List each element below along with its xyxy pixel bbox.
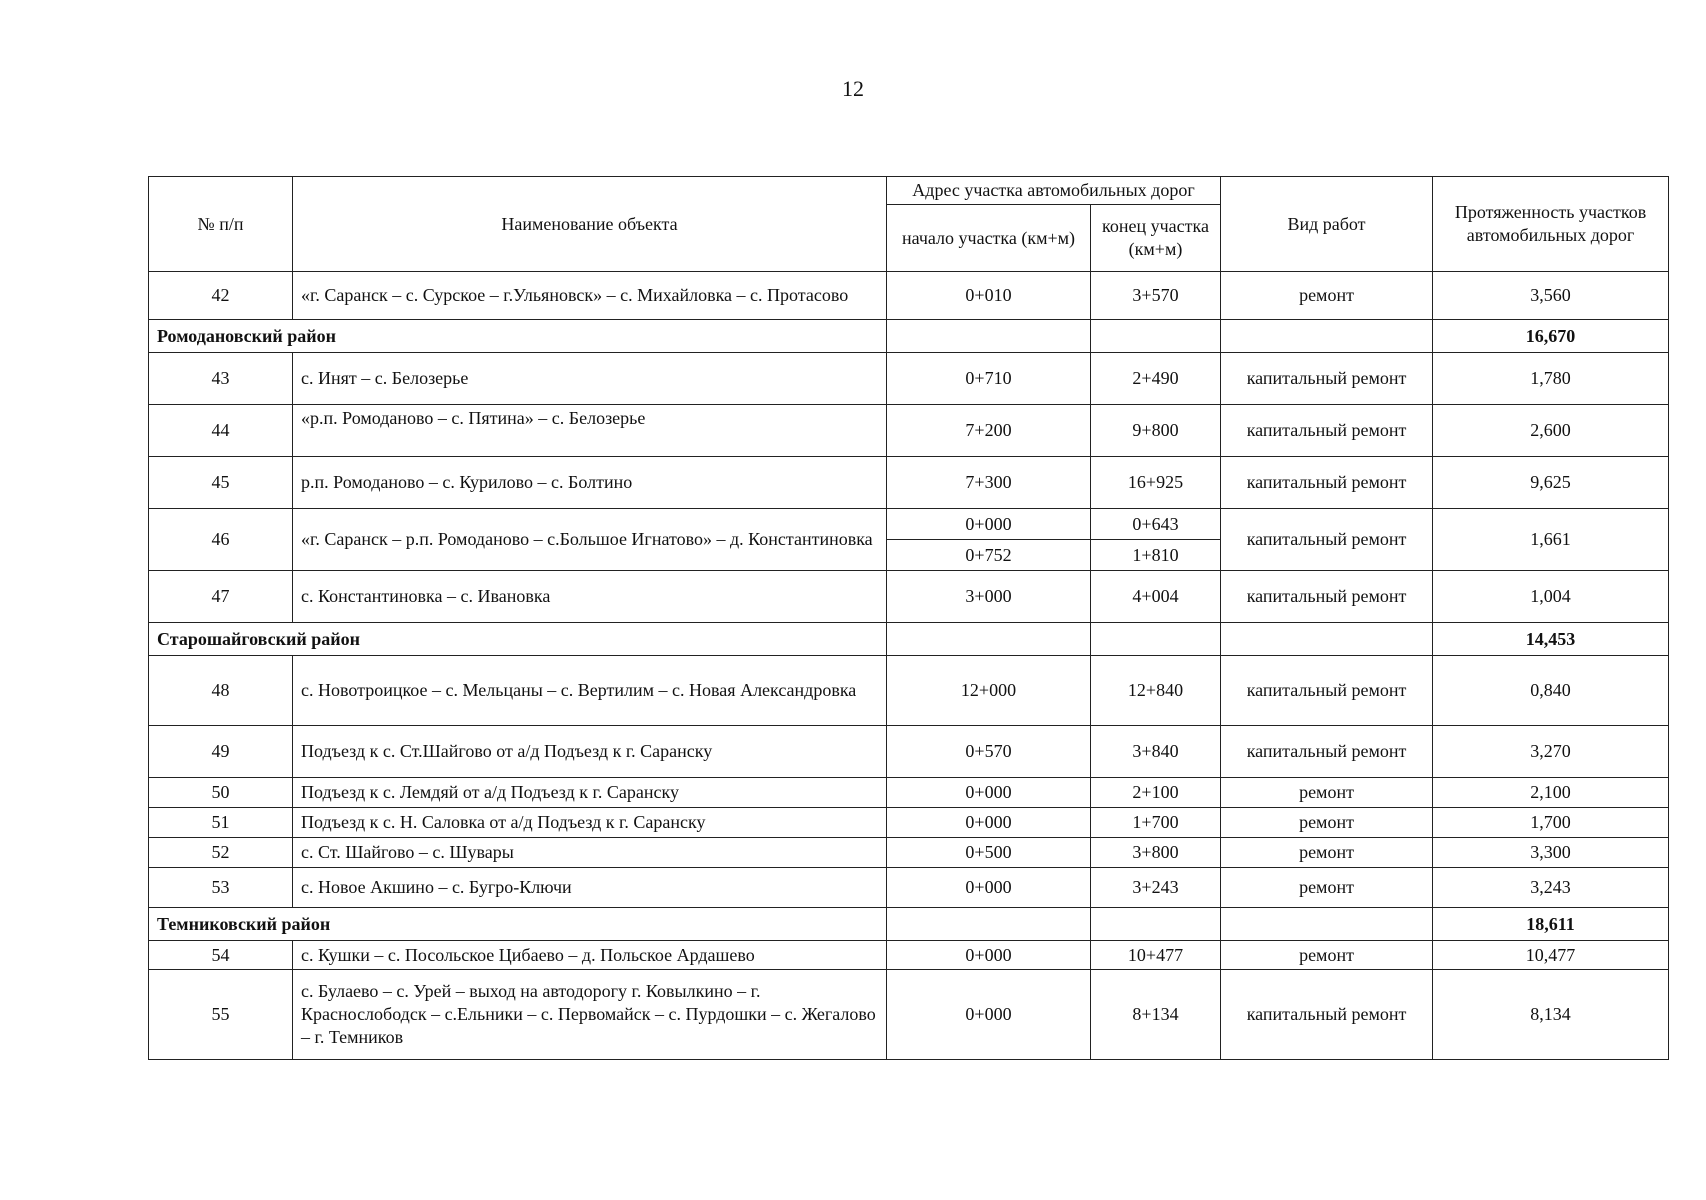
row-length: 3,270 <box>1433 726 1669 778</box>
row-work-type: капитальный ремонт <box>1221 726 1433 778</box>
row-num: 44 <box>149 405 293 457</box>
row-end: 3+800 <box>1091 838 1221 868</box>
row-end: 3+840 <box>1091 726 1221 778</box>
row-work-type: капитальный ремонт <box>1221 970 1433 1060</box>
header-end: конец участка (км+м) <box>1091 205 1221 272</box>
row-end: 16+925 <box>1091 457 1221 509</box>
row-work-type: ремонт <box>1221 868 1433 908</box>
row-start: 0+000 <box>887 941 1091 970</box>
row-end: 2+490 <box>1091 353 1221 405</box>
row-work-type: капитальный ремонт <box>1221 353 1433 405</box>
row-num: 49 <box>149 726 293 778</box>
row-start: 7+300 <box>887 457 1091 509</box>
header-start: начало участка (км+м) <box>887 205 1091 272</box>
row-start: 3+000 <box>887 571 1091 623</box>
district-row <box>149 908 1669 941</box>
row-end: 10+477 <box>1091 941 1221 970</box>
row-start: 0+710 <box>887 353 1091 405</box>
row-length: 3,300 <box>1433 838 1669 868</box>
header-length: Протяженность участков автомобильных дорог <box>1433 177 1669 272</box>
row-num: 43 <box>149 353 293 405</box>
row-name: «г. Саранск – с. Сурское – г.Ульяновск» – с. Михайловка – с. Протасово <box>293 272 887 320</box>
row-length: 1,661 <box>1433 509 1669 571</box>
row-end: 3+243 <box>1091 868 1221 908</box>
row-name: с. Инят – с. Белозерье <box>293 353 887 405</box>
row-end: 8+134 <box>1091 970 1221 1060</box>
header-num: № п/п <box>149 177 293 272</box>
district-name: Старошайговский район <box>149 623 887 656</box>
row-end: 12+840 <box>1091 656 1221 726</box>
district-total: 14,453 <box>1433 623 1669 656</box>
row-work-type: капитальный ремонт <box>1221 509 1433 571</box>
row-name: с. Константиновка – с. Ивановка <box>293 571 887 623</box>
row-name: с. Новотроицкое – с. Мельцаны – с. Вертилим – с. Новая Александровка <box>293 656 887 726</box>
table-row <box>149 941 1669 970</box>
table-row <box>149 726 1669 778</box>
row-end: 4+004 <box>1091 571 1221 623</box>
row-num: 52 <box>149 838 293 868</box>
row-work-type: капитальный ремонт <box>1221 656 1433 726</box>
row-start: 12+000 <box>887 656 1091 726</box>
row-name: с. Булаево – с. Урей – выход на автодорогу г. Ковылкино – г. Краснослободск – с.Ельники – с. Первомайск – с. Пурдошки – с. Жегалово – г. Темников <box>293 970 887 1060</box>
row-work-type: ремонт <box>1221 808 1433 838</box>
row-num: 46 <box>149 509 293 571</box>
page-number: 12 <box>842 76 864 101</box>
row-work-type: капитальный ремонт <box>1221 405 1433 457</box>
table-row <box>149 571 1669 623</box>
table-row <box>149 868 1669 908</box>
table-row <box>149 405 1669 457</box>
table-row <box>149 457 1669 509</box>
row-name: «г. Саранск – р.п. Ромоданово – с.Большое Игнатово» – д. Константиновка <box>293 509 887 571</box>
row-start: 0+000 <box>887 868 1091 908</box>
row-name: с. Кушки – с. Посольское Цибаево – д. Польское Ардашево <box>293 941 887 970</box>
row-length: 2,100 <box>1433 778 1669 808</box>
row-end: 3+570 <box>1091 272 1221 320</box>
row-length: 0,840 <box>1433 656 1669 726</box>
row-work-type: ремонт <box>1221 272 1433 320</box>
row-start: 0+000 <box>887 509 1091 540</box>
row-name: «р.п. Ромоданово – с. Пятина» – с. Белозерье <box>293 405 887 457</box>
table-row <box>149 778 1669 808</box>
row-name: Подъезд к с. Ст.Шайгово от а/д Подъезд к г. Саранску <box>293 726 887 778</box>
row-name: Подъезд к с. Лемдяй от а/д Подъезд к г. Саранску <box>293 778 887 808</box>
row-num: 54 <box>149 941 293 970</box>
header-work-type: Вид работ <box>1221 177 1433 272</box>
row-length: 10,477 <box>1433 941 1669 970</box>
district-total: 18,611 <box>1433 908 1669 941</box>
row-name: Подъезд к с. Н. Саловка от а/д Подъезд к г. Саранску <box>293 808 887 838</box>
district-name: Ромодановский район <box>149 320 887 353</box>
row-length: 3,243 <box>1433 868 1669 908</box>
header-address-group: Адрес участка автомобильных дорог <box>887 177 1221 205</box>
row-length: 2,600 <box>1433 405 1669 457</box>
header-row <box>149 177 1669 205</box>
row-start: 7+200 <box>887 405 1091 457</box>
row-end: 1+810 <box>1091 540 1221 571</box>
row-start: 0+010 <box>887 272 1091 320</box>
row-length: 1,004 <box>1433 571 1669 623</box>
row-num: 48 <box>149 656 293 726</box>
table-row <box>149 656 1669 726</box>
row-length: 1,780 <box>1433 353 1669 405</box>
row-start: 0+570 <box>887 726 1091 778</box>
row-start: 0+000 <box>887 808 1091 838</box>
district-row <box>149 320 1669 353</box>
row-name: р.п. Ромоданово – с. Курилово – с. Болтино <box>293 457 887 509</box>
table-row <box>149 838 1669 868</box>
row-num: 53 <box>149 868 293 908</box>
row-num: 55 <box>149 970 293 1060</box>
row-end: 1+700 <box>1091 808 1221 838</box>
table-row <box>149 509 1669 540</box>
row-start: 0+000 <box>887 778 1091 808</box>
row-work-type: ремонт <box>1221 838 1433 868</box>
row-num: 47 <box>149 571 293 623</box>
table-row <box>149 808 1669 838</box>
row-start: 0+752 <box>887 540 1091 571</box>
row-work-type: капитальный ремонт <box>1221 571 1433 623</box>
row-work-type: ремонт <box>1221 778 1433 808</box>
row-start: 0+500 <box>887 838 1091 868</box>
row-num: 51 <box>149 808 293 838</box>
row-length: 9,625 <box>1433 457 1669 509</box>
row-work-type: капитальный ремонт <box>1221 457 1433 509</box>
district-name: Темниковский район <box>149 908 887 941</box>
row-num: 45 <box>149 457 293 509</box>
row-end: 0+643 <box>1091 509 1221 540</box>
row-start: 0+000 <box>887 970 1091 1060</box>
row-length: 1,700 <box>1433 808 1669 838</box>
district-row <box>149 623 1669 656</box>
district-total: 16,670 <box>1433 320 1669 353</box>
header-name: Наименование объекта <box>293 177 887 272</box>
table-row <box>149 353 1669 405</box>
row-length: 3,560 <box>1433 272 1669 320</box>
row-name: с. Новое Акшино – с. Бугро-Ключи <box>293 868 887 908</box>
row-num: 50 <box>149 778 293 808</box>
row-end: 2+100 <box>1091 778 1221 808</box>
row-length: 8,134 <box>1433 970 1669 1060</box>
roads-table <box>148 176 1669 1060</box>
table-row <box>149 272 1669 320</box>
row-end: 9+800 <box>1091 405 1221 457</box>
row-num: 42 <box>149 272 293 320</box>
row-work-type: ремонт <box>1221 941 1433 970</box>
table-row <box>149 970 1669 1060</box>
row-name: с. Ст. Шайгово – с. Шувары <box>293 838 887 868</box>
